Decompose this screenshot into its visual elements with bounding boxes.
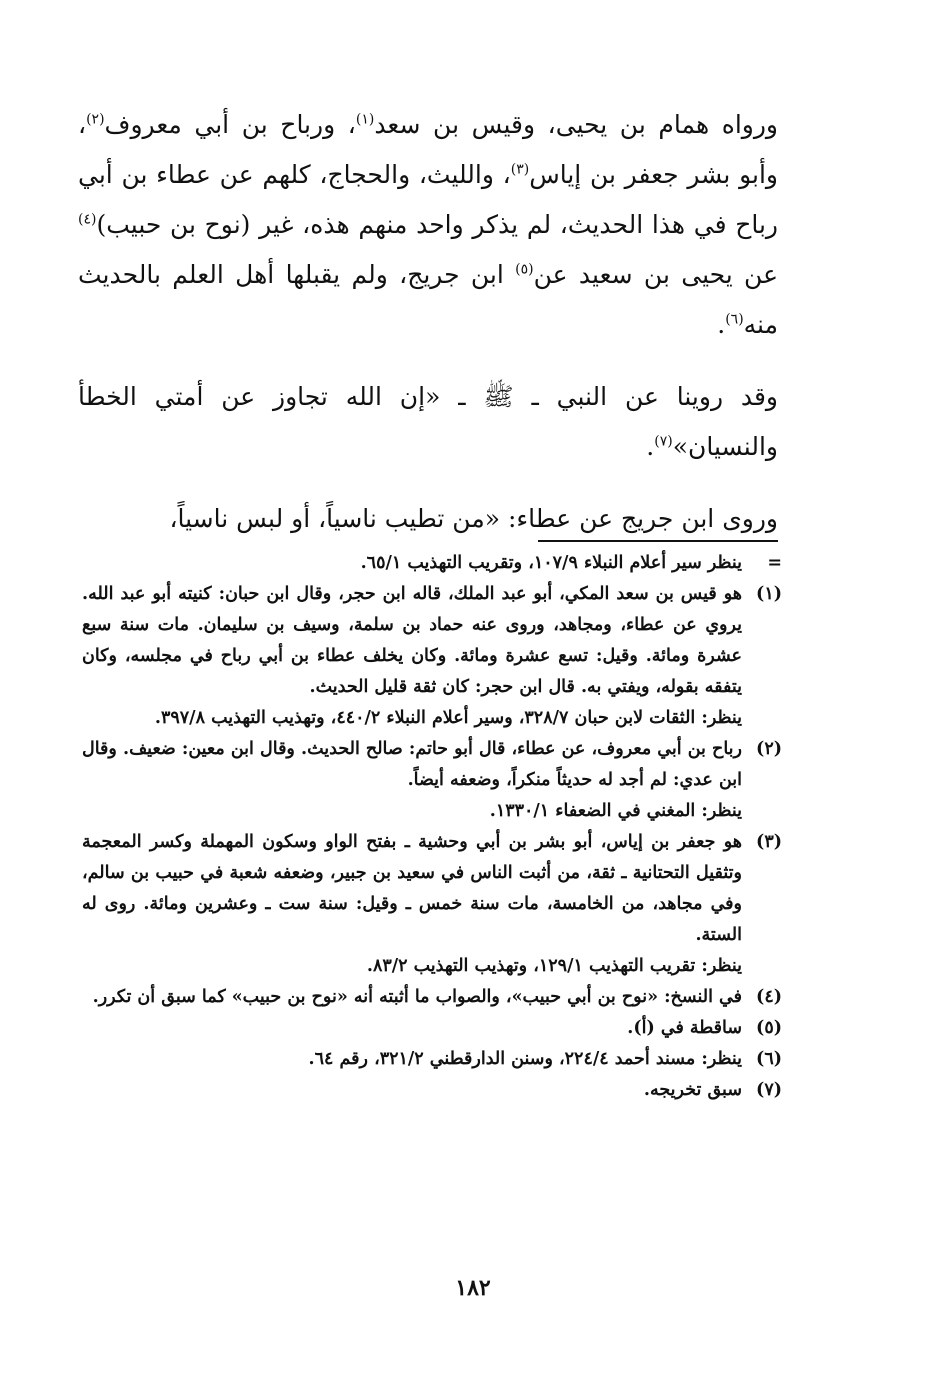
footnote-line: ينظر: تقريب التهذيب ١٢٩/١، وتهذيب التهذيب ٨٣/٢. [366, 956, 742, 976]
footnote-line: ينظر: الثقات لابن حبان ٣٢٨/٧، وسير أعلام النبلاء ٤٤٠/٢، وتهذيب التهذيب ٣٩٧/٨. [154, 708, 742, 728]
text-run: . [717, 310, 726, 339]
text-run: . [646, 432, 655, 461]
footnote-body [82, 548, 742, 579]
paragraph-1 [78, 100, 778, 350]
text-run: وروى ابن جريج عن عطاء: «من تطيب ناسياً، أو لبس ناسياً، [169, 504, 778, 533]
footnote-3 [82, 827, 782, 982]
footnote-ref-4[interactable]: (٤) [78, 211, 97, 228]
text-run: ، ورباح بن أبي معروف [104, 110, 356, 139]
footnote-line: ينظر: المغني في الضعفاء ١٣٣٠/١. [489, 801, 742, 821]
text-run: ، وأبو بشر جعفر بن إياس [78, 110, 778, 189]
footnote-number: (٢) [756, 739, 782, 759]
footnotes [82, 548, 782, 1106]
main-text [78, 100, 778, 566]
footnote-ref-6[interactable]: (٦) [725, 311, 744, 328]
footnote-line: في النسخ: «نوح بن أبي حبيب»، والصواب ما أثبته أنه «نوح بن حبيب» كما سبق أن تكرر. [92, 987, 742, 1007]
footnote-ref-2[interactable]: (٢) [86, 111, 105, 128]
footnote-1 [82, 579, 782, 734]
footnote-number: = [767, 553, 782, 573]
footnote-line: هو جعفر بن إياس، أبو بشر بن أبي وحشية ـ بفتح الواو وسكون المهملة وكسر المعجمة وتثقيل التحتانية ـ ثقة، من أثبت الناس في سعيد بن جبير، وضعفه شعبة في حبيب بن سالم، وفي مجاهد، من الخامسة، مات سنة خمس ـ وقيل: سنة ست ـ وعشرين ومائة. روى له الستة. [82, 832, 742, 945]
footnote-line: ساقطة في (أ). [627, 1018, 742, 1038]
footnote-body [82, 1013, 742, 1044]
footnote-line: ينظر سير أعلام النبلاء ١٠٧/٩، وتقريب التهذيب ٦٥/١. [360, 553, 742, 573]
footnote-ref-7[interactable]: (٧) [654, 433, 673, 450]
footnote-body [82, 1044, 742, 1075]
footnote-7 [82, 1075, 782, 1106]
footnote-2 [82, 734, 782, 827]
footnote-number: (٤) [756, 987, 782, 1007]
footnote-number: (٥) [756, 1018, 782, 1038]
text-run: وقد روينا عن النبي ـ ﷺ ـ «إن الله تجاوز عن أمتي الخطأ والنسيان» [78, 382, 778, 461]
footnote-number: (٣) [756, 832, 782, 852]
footnote-ref-1[interactable]: (١) [355, 111, 375, 128]
footnote-body [82, 1075, 742, 1106]
text-run: ابن جريج، ولم يقبلها أهل العلم بالحديث منه [78, 260, 778, 339]
footnote-ref-3[interactable]: (٣) [510, 161, 530, 178]
footnote-number: (١) [756, 584, 782, 604]
footnote-divider [538, 540, 778, 542]
footnote-5 [82, 1013, 782, 1044]
footnote-line: ينظر: مسند أحمد ٢٢٤/٤، وسنن الدارقطني ٣٢١/٢، رقم ٦٤. [308, 1049, 742, 1069]
footnote-number: (٧) [756, 1080, 782, 1100]
footnote-body [82, 579, 742, 734]
paragraph-2 [78, 372, 778, 472]
footnote-ref-5[interactable]: (٥) [515, 261, 534, 278]
text-run: ورواه همام بن يحيى، وقيس بن سعد [374, 110, 778, 139]
footnote-body [82, 734, 742, 827]
footnote-body [82, 982, 742, 1013]
page-number: ١٨٢ [455, 1275, 491, 1301]
footnote-body [82, 827, 742, 982]
footnote-line: سبق تخريجه. [643, 1080, 742, 1100]
footnote-4 [82, 982, 782, 1013]
text-run: عن يحيى بن سعيد عن [533, 260, 778, 289]
footnote-continuation [82, 548, 782, 579]
footnote-6 [82, 1044, 782, 1075]
paragraph-3 [78, 494, 778, 544]
footnote-line: رباح بن أبي معروف، عن عطاء، قال أبو حاتم: صالح الحديث. وقال ابن معين: ضعيف. وقال ابن عدي: لم أجد له حديثاً منكراً، وضعفه أيضاً. [82, 739, 742, 790]
footnote-number: (٦) [756, 1049, 782, 1069]
footnote-line: هو قيس بن سعد المكي، أبو عبد الملك، قاله ابن حجر، وقال ابن حبان: كنيته أبو عبد الله. يروي عن عطاء، ومجاهد، وروى عنه حماد بن سلمة، وسيف بن سليمان. مات سنة سبع عشرة ومائة. وقيل: تسع عشرة ومائة. وكان يخلف عطاء بن أبي رباح في مجلسه، وكان يتفقه بقوله، ويفتي به. قال ابن حجر: كان ثقة قليل الحديث. [82, 584, 742, 697]
text-run: ، والليث، والحجاج، كلهم عن عطاء بن أبي رباح في هذا الحديث، لم يذكر واحد منهم هذه، غير (نوح بن حبيب) [78, 160, 778, 239]
